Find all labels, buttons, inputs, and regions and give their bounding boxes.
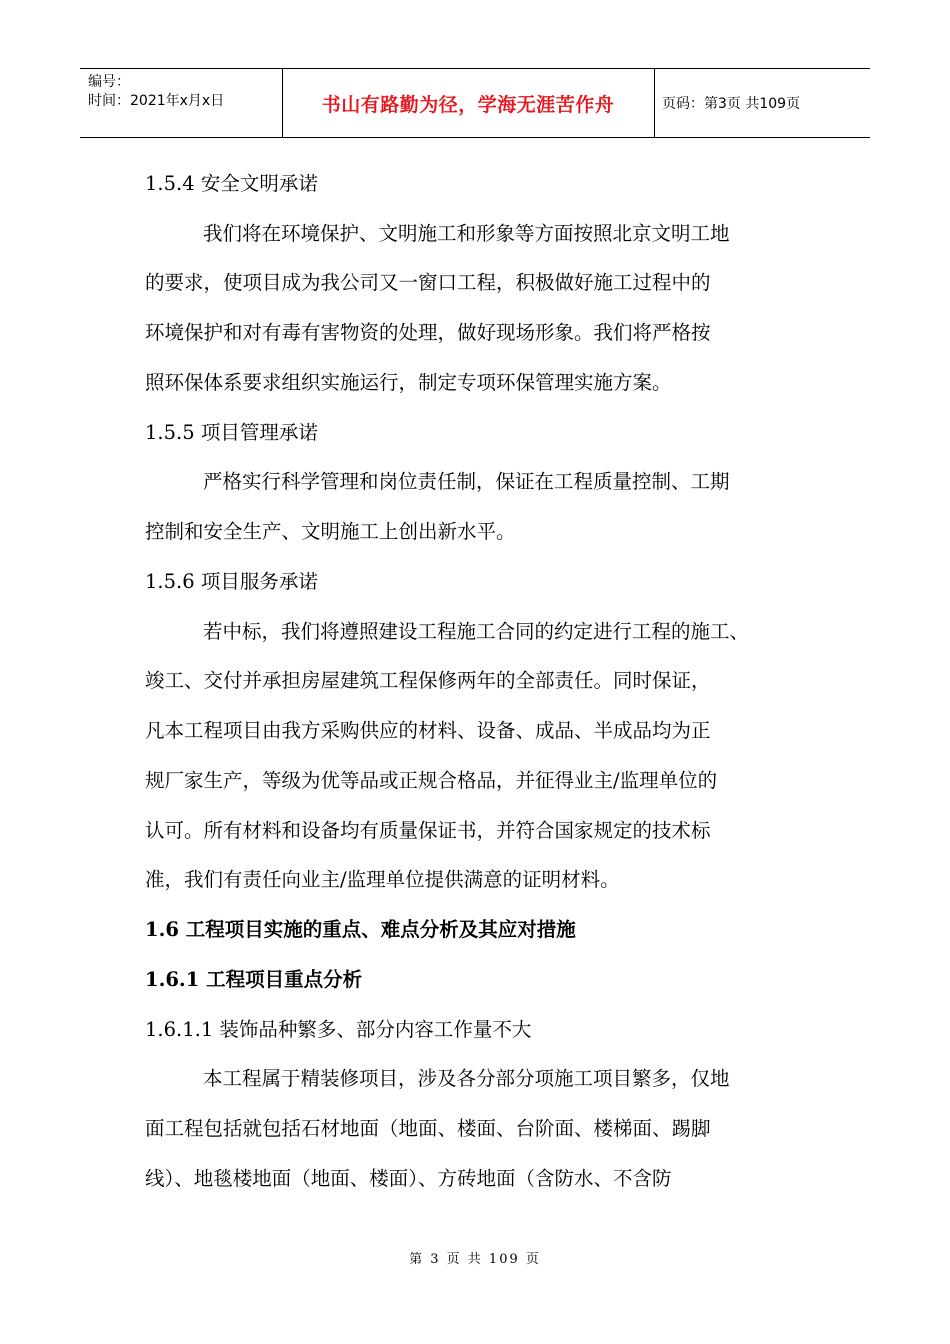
page-header xyxy=(80,68,870,138)
document-number-label: 编号： xyxy=(88,74,130,90)
paragraph-line: 竣工、交付并承担房屋建筑工程保修两年的全部责任。同时保证， xyxy=(145,669,711,692)
header-motto: 书山有路勤为径，学海无涯苦作舟 xyxy=(321,93,615,116)
paragraph-line: 的要求，使项目成为我公司又一窗口工程，积极做好施工过程中的 xyxy=(145,271,711,294)
section-heading-1-6: 1.6 工程项目实施的重点、难点分析及其应对措施 xyxy=(145,918,576,941)
section-heading-1-6-1-1: 1.6.1.1 装饰品种繁多、部分内容工作量不大 xyxy=(145,1018,532,1041)
page-footer: 第 3 页 共 109 页 xyxy=(409,1252,541,1267)
header-meta xyxy=(88,73,280,111)
paragraph-line: 凡本工程项目由我方采购供应的材料、设备、成品、半成品均为正 xyxy=(145,719,711,742)
paragraph-line: 面工程包括就包括石材地面（地面、楼面、台阶面、楼梯面、踢脚 xyxy=(145,1117,711,1140)
paragraph-line: 准，我们有责任向业主/监理单位提供满意的证明材料。 xyxy=(145,868,620,891)
section-heading-1-6-1: 1.6.1 工程项目重点分析 xyxy=(145,968,363,991)
document-time-label: 时间：2021年x月x日 xyxy=(88,93,225,109)
section-heading-1-5-5: 1.5.5 项目管理承诺 xyxy=(145,421,318,444)
header-page-info: 页码：第3页 共109页 xyxy=(662,96,801,112)
paragraph-line: 照环保体系要求组织实施运行，制定专项环保管理实施方案。 xyxy=(145,371,672,394)
section-heading-1-5-4: 1.5.4 安全文明承诺 xyxy=(145,172,318,195)
paragraph-line: 本工程属于精装修项目，涉及各分部分项施工项目繁多，仅地 xyxy=(203,1067,730,1090)
paragraph-line: 认可。所有材料和设备均有质量保证书，并符合国家规定的技术标 xyxy=(145,819,711,842)
paragraph-line: 控制和安全生产、文明施工上创出新水平。 xyxy=(145,520,516,543)
paragraph-line: 规厂家生产，等级为优等品或正规合格品，并征得业主/监理单位的 xyxy=(145,769,718,792)
paragraph-line: 环境保护和对有毒有害物资的处理，做好现场形象。我们将严格按 xyxy=(145,321,711,344)
paragraph-line: 我们将在环境保护、文明施工和形象等方面按照北京文明工地 xyxy=(203,222,730,245)
paragraph-line: 线）、地毯楼地面（地面、楼面）、方砖地面（含防水、不含防 xyxy=(145,1167,672,1190)
section-heading-1-5-6: 1.5.6 项目服务承诺 xyxy=(145,570,318,593)
header-divider xyxy=(654,69,655,137)
paragraph-line: 若中标，我们将遵照建设工程施工合同的约定进行工程的施工、 xyxy=(203,620,750,643)
paragraph-line: 严格实行科学管理和岗位责任制，保证在工程质量控制、工期 xyxy=(203,470,730,493)
